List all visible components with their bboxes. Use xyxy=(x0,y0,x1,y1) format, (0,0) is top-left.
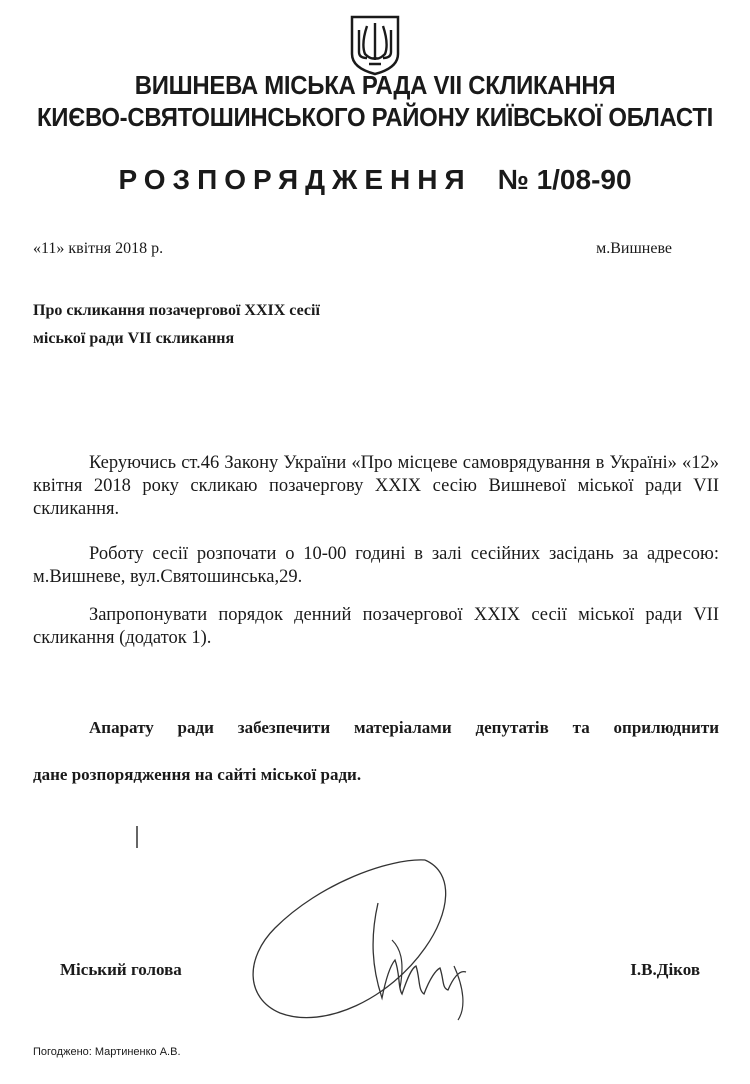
document-title xyxy=(0,164,750,196)
body-paragraph-1: Керуючись ст.46 Закону України «Про місцеве самоврядування в Україні» «12» квітня 2018 року скликаю позачергову XXIX сесію Вишневої міської ради VII скликання. xyxy=(33,453,719,519)
body-paragraph-3: Запропонувати порядок денний позачергової XXIX сесії міської ради VII скликання (додаток 1). xyxy=(33,605,719,648)
signatory-position: Міський голова xyxy=(60,960,182,979)
signatory-name: І.В.Діков xyxy=(630,960,700,979)
body-paragraph-2: Роботу сесії розпочати о 10-00 годині в залі сесійних засідань за адресою: м.Вишневе, вул.Святошинська,29. xyxy=(33,544,719,587)
order-line2: дане розпорядження на сайті міської ради. xyxy=(33,765,362,784)
organization-name-line1: ВИШНЕВА МІСЬКА РАДА VII СКЛИКАННЯ xyxy=(134,70,616,100)
organization-name-line2: КИЄВО-СВЯТОШИНСЬКОГО РАЙОНУ КИЇВСЬКОЇ ОБЛАСТІ xyxy=(36,102,714,132)
subject-line2: міської ради VII скликання xyxy=(33,330,235,347)
document-type: РОЗПОРЯДЖЕННЯ xyxy=(118,164,472,195)
document-city: м.Вишневе xyxy=(596,240,672,257)
trident-emblem-icon xyxy=(349,14,401,76)
margin-mark xyxy=(136,826,138,848)
document-number: № 1/08-90 xyxy=(497,164,632,195)
handwritten-signature-icon xyxy=(240,848,500,1028)
subject-line1: Про скликання позачергової XXIX сесії xyxy=(33,302,320,319)
document-date: «11» квітня 2018 р. xyxy=(33,240,164,257)
order-line1: Апарату ради забезпечити матеріалами депутатів та оприлюднити xyxy=(89,718,719,737)
agreement-note: Погоджено: Мартиненко А.В. xyxy=(33,1046,181,1058)
